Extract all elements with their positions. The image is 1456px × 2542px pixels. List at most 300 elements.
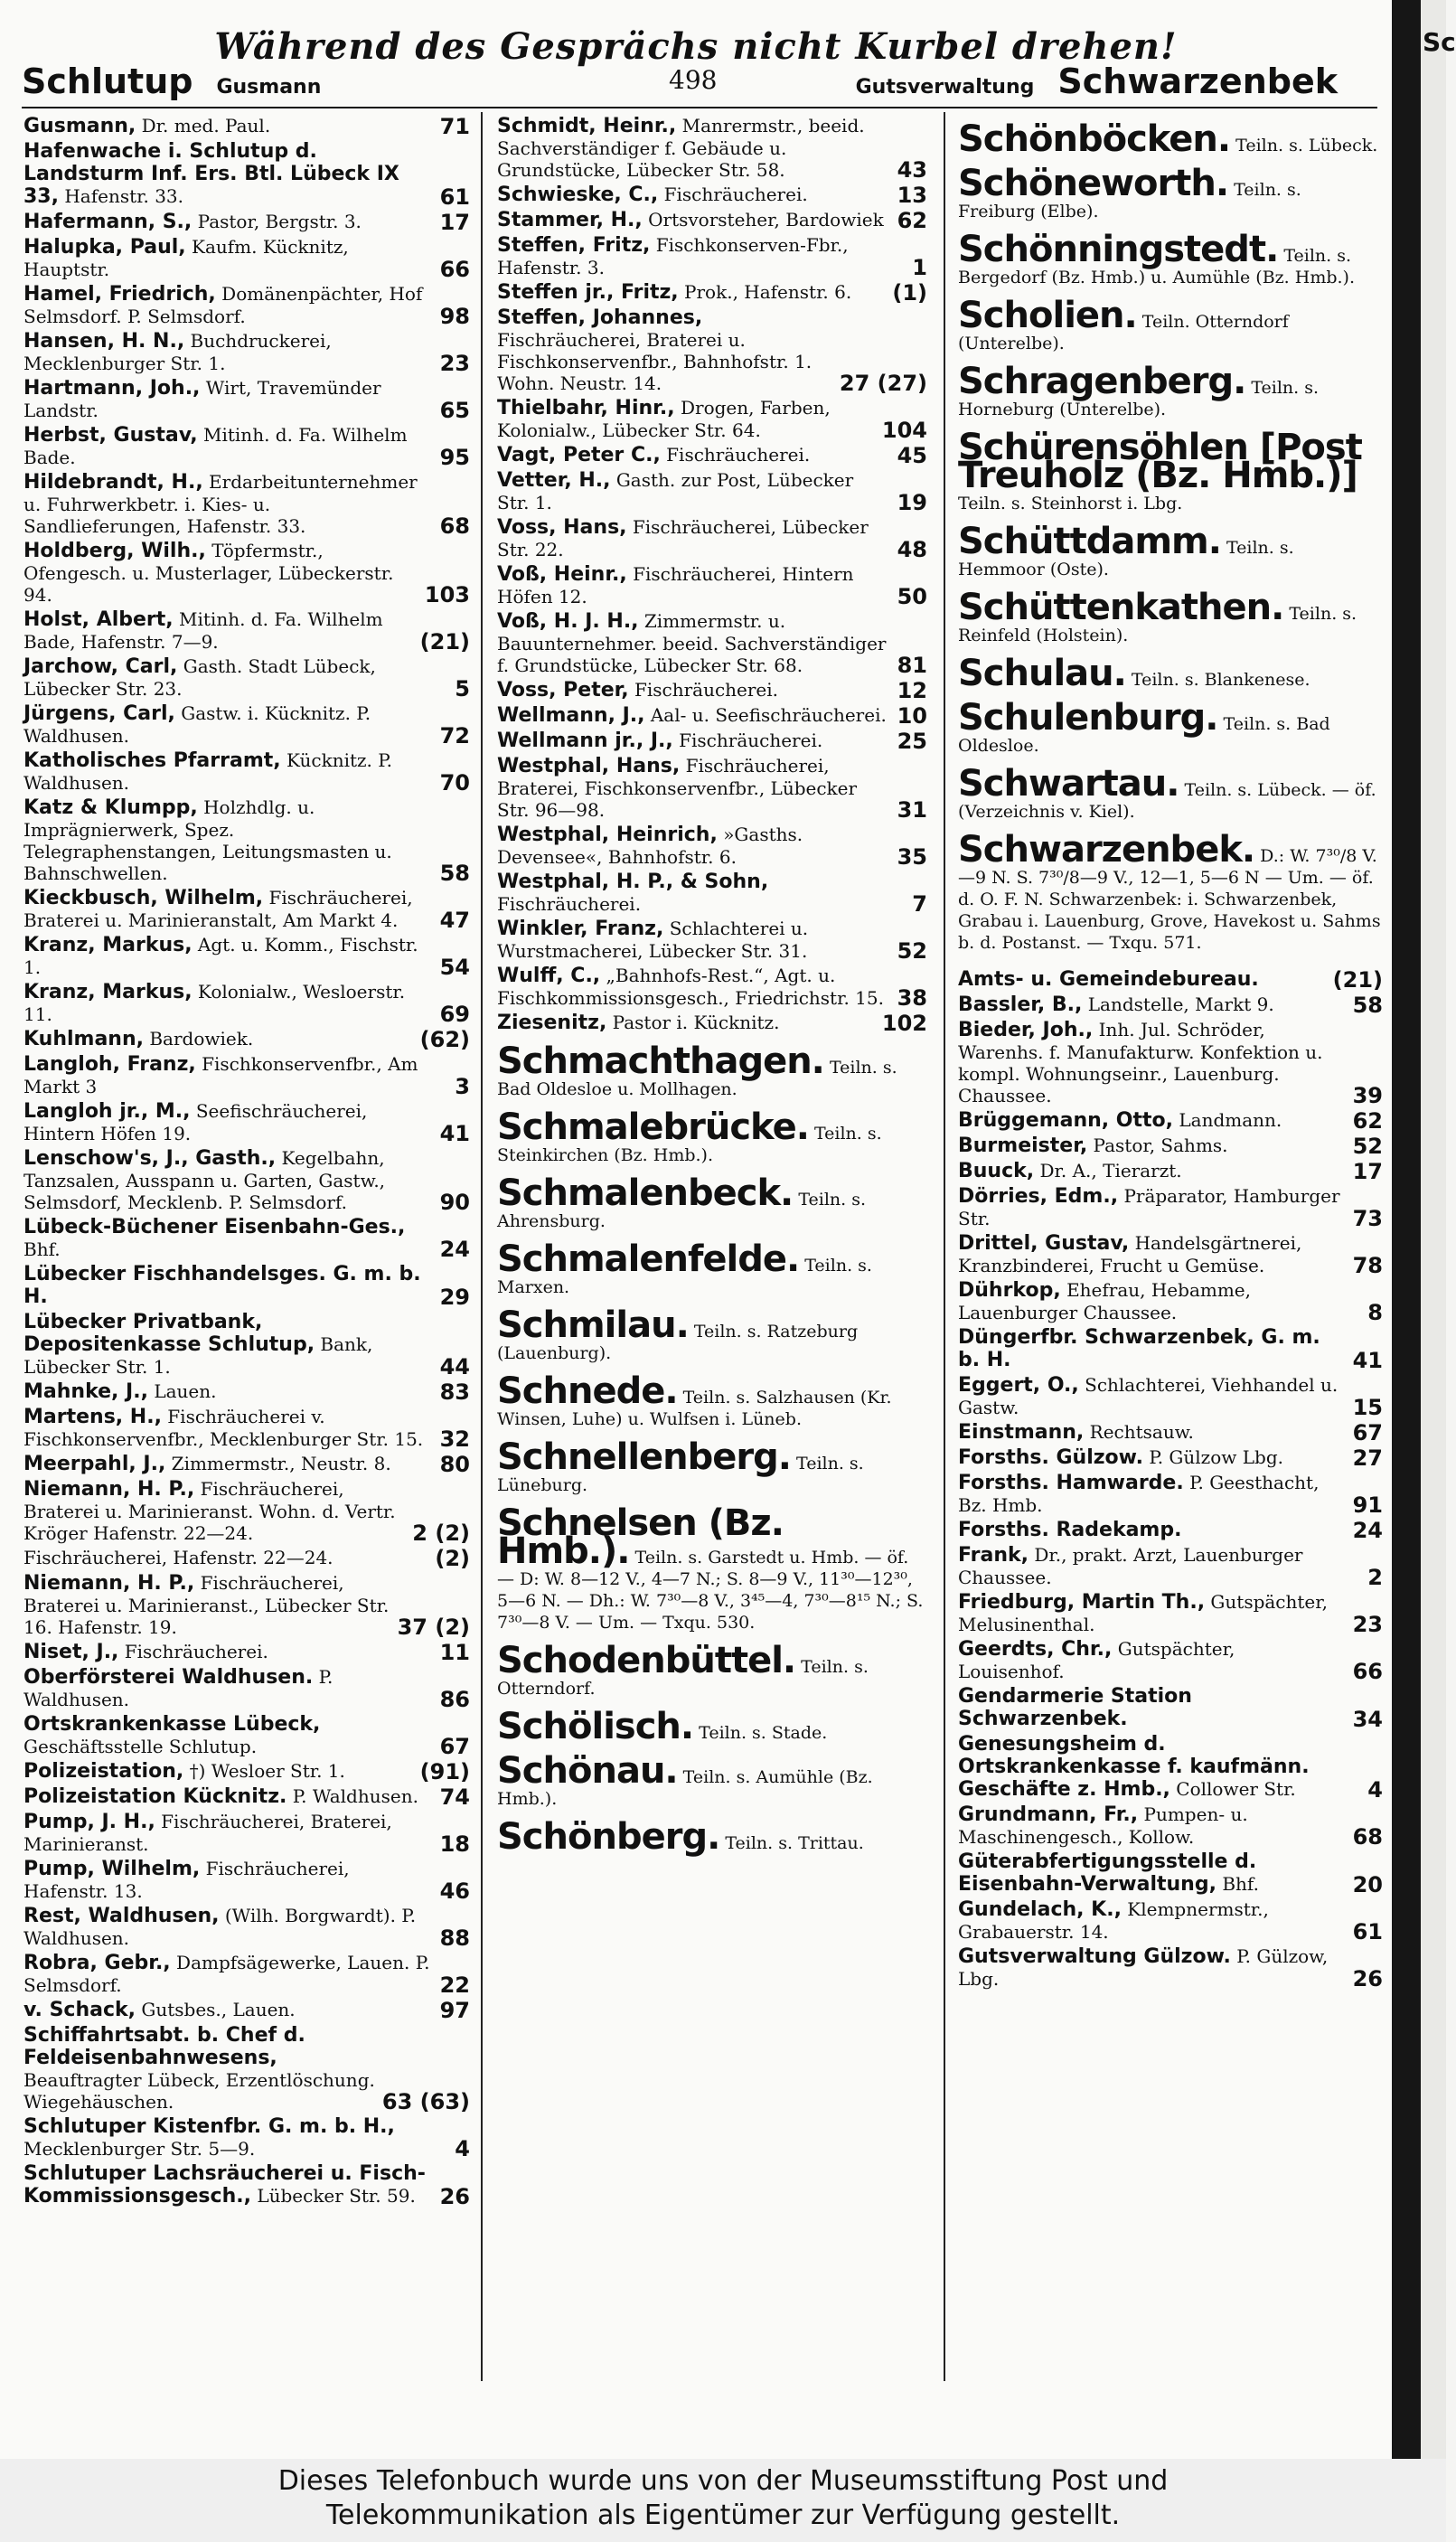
directory-entry [23, 211, 470, 233]
header-right-title: Schwarzenbek [1057, 61, 1338, 101]
entry-text [958, 1803, 1346, 1848]
entry-text [497, 444, 890, 466]
directory-entry [497, 871, 927, 915]
entry-number: 20 [1352, 1872, 1383, 1897]
header-rule [22, 107, 1377, 108]
entry-number: 80 [439, 1452, 470, 1477]
place-entry [497, 1172, 927, 1232]
entry-number: 24 [439, 1237, 470, 1262]
entry-text [958, 1591, 1346, 1635]
entry-number: 2 (2) [412, 1520, 470, 1546]
directory-entry [23, 1905, 470, 1949]
directory-entry [23, 1858, 470, 1902]
entry-detail: Präparator, Hamburger Str. [958, 1185, 1340, 1229]
place-name: Schmalenfelde. [497, 1238, 800, 1280]
header-right [856, 61, 1338, 101]
place-name: Scholien. [958, 295, 1137, 336]
entry-detail: Schlachterei, Viehhandel u. Gastw. [958, 1374, 1339, 1418]
entry-detail: Zimmermstr., Neustr. 8. [171, 1453, 391, 1474]
directory-entry [23, 1641, 470, 1663]
entry-name: Voß, H. J. H., [497, 610, 639, 633]
entry-text [497, 610, 890, 676]
entry-text [497, 755, 890, 821]
directory-entry [23, 655, 470, 700]
entry-text [497, 234, 905, 278]
entry-number: 98 [439, 304, 470, 329]
entry-name: Dörries, Edm., [958, 1185, 1119, 1208]
entry-number: 68 [439, 513, 470, 539]
entry-text [497, 209, 890, 231]
entry-number: 104 [881, 418, 927, 443]
entry-detail: Mecklenburger Str. 5—9. [23, 2138, 256, 2160]
entry-number: 32 [439, 1426, 470, 1452]
directory-entry [497, 610, 927, 676]
entry-text [23, 1641, 433, 1663]
entry-name: Polizeistation, [23, 1760, 184, 1783]
entry-name: Rest, Waldhusen, [23, 1905, 220, 1927]
directory-entry [497, 918, 927, 962]
entry-detail: Fischräucherei. [634, 679, 779, 701]
entry-detail: Lauen. [154, 1380, 217, 1402]
place-entry [958, 118, 1383, 160]
entry-number: (21) [1332, 967, 1383, 993]
entry-number: 81 [897, 653, 927, 678]
entry-text [958, 1421, 1346, 1444]
directory-entry [958, 1850, 1383, 1896]
entry-detail: Bank, Lübecker Str. 1. [23, 1333, 373, 1378]
entry-detail: P. Waldhusen. [23, 1666, 333, 1710]
entry-text [497, 563, 890, 607]
place-name: Schönau. [497, 1750, 678, 1792]
entry-text [23, 608, 413, 653]
directory-entry [497, 234, 927, 278]
entry-text [23, 1147, 433, 1213]
entry-name: Meerpahl, J., [23, 1453, 166, 1475]
header-left [22, 61, 321, 101]
entry-number: 26 [1352, 1966, 1383, 1991]
entry-number: 35 [897, 844, 927, 870]
entry-number: 50 [897, 584, 927, 609]
place-name: Schönberg. [497, 1816, 720, 1858]
entry-detail: Fischräucherei. [679, 730, 823, 751]
entry-name: Hansen, H. N., [23, 330, 185, 353]
entry-number: 103 [424, 582, 470, 607]
place-entry [958, 163, 1383, 222]
entry-detail: P. Waldhusen. [292, 1785, 418, 1807]
place-entry [497, 1436, 927, 1496]
entry-detail: Pastor i. Kücknitz. [612, 1012, 780, 1033]
place-detail: Teiln. s. Salzhausen (Kr. Winsen, Luhe) u. Wulfsen i. Lüneb. [497, 1388, 892, 1429]
entry-number: 39 [1352, 1083, 1383, 1108]
place-detail: Teiln. s. Otterndorf. [497, 1657, 869, 1699]
entry-name: Holdberg, Wilh., [23, 540, 206, 562]
directory-entry [497, 281, 927, 304]
entry-name: Vagt, Peter C., [497, 444, 661, 466]
place-entry [958, 829, 1383, 954]
entry-number: 61 [1352, 1919, 1383, 1944]
entry-detail: Fischräucherei, Hafenstr. 22—24. [23, 1547, 333, 1568]
directory-entry [497, 115, 927, 181]
directory-entry [23, 702, 470, 747]
entry-text [23, 1666, 433, 1710]
directory-entry [958, 1421, 1383, 1444]
directory-entry [23, 981, 470, 1025]
entry-name: Bieder, Joh., [958, 1019, 1094, 1041]
entry-name: Güterabfertigungsstelle d. Eisenbahn-Verwaltung, [958, 1850, 1257, 1896]
entry-name: Voß, Heinr., [497, 563, 627, 586]
entry-text [958, 1232, 1346, 1276]
directory-entry [958, 1279, 1383, 1323]
entry-name: Einstmann, [958, 1421, 1085, 1444]
entry-detail: Landmann. [1179, 1109, 1282, 1131]
entry-detail: Klempnermstr., Grabauerstr. 14. [958, 1898, 1269, 1943]
entry-name: Grundmann, Fr., [958, 1803, 1139, 1826]
entry-name: Eggert, O., [958, 1374, 1079, 1397]
entry-number: 25 [897, 729, 927, 754]
entry-detail: (Wilh. Borgwardt). P. Waldhusen. [23, 1905, 417, 1949]
header-slogan: Während des Gesprächs nicht Kurbel drehen! [214, 25, 1178, 68]
entry-name: Westphal, H. P., & Sohn, [497, 871, 769, 893]
directory-entry [958, 1519, 1383, 1541]
directory-entry [497, 444, 927, 466]
directory-entry [958, 1803, 1383, 1848]
place-detail: Teiln. s. Bergedorf (Bz. Hmb.) u. Aumühle (Bz. Hmb.). [958, 246, 1355, 287]
entry-text [23, 540, 418, 606]
entry-number: 17 [439, 210, 470, 235]
entry-name: Hartmann, Joh., [23, 377, 201, 400]
entry-detail: Holzhdlg. u. Imprägnierwerk, Spez. Telegraphenstangen, Leitungsmasten u. Bahnschwellen. [23, 796, 392, 884]
entry-detail: Drogen, Farben, Kolonialw., Lübecker Str. 64. [497, 397, 831, 441]
entry-name: Pump, J. H., [23, 1811, 155, 1833]
place-entry [497, 1238, 927, 1298]
place-name: Schüttenkathen. [958, 587, 1284, 628]
directory-entry [23, 1216, 470, 1260]
entry-detail: Fischräucherei. [497, 893, 642, 915]
entry-number: 62 [897, 208, 927, 233]
entry-detail: Fischräucherei, Braterei u. Marinieranst. Wohn. d. Vertr. Kröger Hafenstr. 22—24. [23, 1478, 396, 1544]
directory-entry [958, 1160, 1383, 1182]
entry-number: 27 [1352, 1445, 1383, 1471]
entry-name: Lübecker Fischhandelsges. G. m. b. H. [23, 1263, 421, 1308]
entry-detail: Hafenstr. 33. [64, 185, 184, 207]
entry-detail: Ortsvorsteher, Bardowiek [648, 209, 884, 231]
entry-text [958, 1898, 1346, 1943]
directory-entry [958, 1446, 1383, 1469]
place-detail: Teiln. s. Stade. [699, 1723, 828, 1743]
entry-detail: Dr. med. Paul. [141, 115, 271, 137]
entry-number: 67 [1352, 1420, 1383, 1445]
entry-name: Jarchow, Carl, [23, 655, 178, 678]
directory-entry [497, 965, 927, 1009]
place-detail: Teiln. s. Ahrensburg. [497, 1190, 867, 1231]
directory-entry [23, 1453, 470, 1475]
place-entry [958, 697, 1383, 757]
directory-entry [23, 424, 470, 468]
entry-text [497, 516, 890, 560]
place-entry [958, 653, 1383, 694]
entry-name: Niemann, H. P., [23, 1478, 195, 1501]
entry-number: 66 [1352, 1659, 1383, 1684]
entry-name: Holst, Albert, [23, 608, 174, 631]
entry-detail: Gastw. i. Kücknitz. P. Waldhusen. [23, 702, 371, 747]
directory-entry [23, 1100, 470, 1144]
entry-text [497, 281, 885, 304]
place-name: Schulenburg. [958, 697, 1218, 739]
place-detail: Teiln. s. Freiburg (Elbe). [958, 180, 1301, 221]
entry-name: Schmidt, Heinr., [497, 115, 677, 137]
directory-entry [958, 1326, 1383, 1371]
place-entry [958, 361, 1383, 420]
place-name: Schöneworth. [958, 163, 1229, 204]
entry-detail: Schlachterei u. Wurstmacherei, Lübecker Str. 31. [497, 918, 809, 962]
place-detail: Teiln. s. Marxen. [497, 1256, 872, 1297]
entry-text [23, 1811, 433, 1855]
directory-entry [958, 1733, 1383, 1801]
entry-text [23, 1547, 427, 1569]
entry-detail: Wirt, Travemünder Landstr. [23, 377, 381, 421]
place-entry [958, 229, 1383, 288]
entry-number: 13 [897, 183, 927, 208]
entry-name: Gusmann, [23, 115, 136, 137]
footer-line-2: Telekommunikation als Eigentümer zur Verfügung gestellt. [325, 2500, 1121, 2531]
entry-detail: Gasth. zur Post, Lübecker Str. 1. [497, 469, 854, 513]
entry-name: Wulff, C., [497, 965, 601, 987]
directory-entry [23, 1713, 470, 1757]
entry-number: 70 [439, 770, 470, 796]
entry-number: 3 [455, 1074, 470, 1099]
entry-text [23, 796, 433, 884]
entry-text [497, 306, 832, 394]
entry-detail: Zimmermstr. u. Bauunternehmer. beeid. Sachverständiger f. Grundstücke, Lübecker Str. 68. [497, 610, 887, 676]
directory-entry [497, 184, 927, 206]
column-1 [23, 112, 470, 2387]
entry-name: Buuck, [958, 1160, 1035, 1182]
directory-entry [23, 283, 470, 327]
entry-detail: Geschäftsstelle Schlutup. [23, 1736, 258, 1757]
entry-name: Kieckbusch, Wilhelm, [23, 887, 264, 909]
entry-number: 41 [439, 1121, 470, 1146]
place-entry [497, 1502, 927, 1633]
entry-number: 63 (63) [381, 2089, 470, 2114]
directory-entry [958, 1898, 1383, 1943]
entry-detail: Kolonialw., Wesloerstr. 11. [23, 981, 406, 1025]
entry-text [23, 1905, 433, 1949]
directory-entry [23, 934, 470, 978]
entry-number: 95 [439, 445, 470, 470]
entry-name: Burmeister, [958, 1134, 1088, 1157]
directory-entry [23, 1785, 470, 1808]
entry-number: 74 [439, 1784, 470, 1810]
directory-entry [23, 1406, 470, 1450]
entry-name: Voss, Peter, [497, 679, 629, 701]
entry-number: (21) [419, 629, 470, 654]
entry-number: 7 [912, 891, 927, 917]
place-name: Schnelsen (Bz. Hmb.). [497, 1502, 784, 1572]
entry-detail: Fischräucherei, Braterei, Fischkonservenfbr., Lübecker Str. 96—98. [497, 755, 858, 821]
entry-number: 23 [1352, 1612, 1383, 1637]
entry-detail: Seefischräucherei, Hintern Höfen 19. [23, 1100, 368, 1144]
entry-number: 71 [439, 114, 470, 139]
entry-text [958, 1544, 1360, 1588]
entry-text [958, 1446, 1346, 1469]
place-entry [958, 763, 1383, 823]
adjacent-page-text: Sc [1423, 27, 1456, 57]
directory-entry [958, 1685, 1383, 1730]
directory-entry [497, 679, 927, 701]
directory-entry [23, 608, 470, 653]
directory-entry [23, 1380, 470, 1403]
place-name: Schodenbüttel. [497, 1640, 796, 1681]
entry-text [497, 1012, 875, 1034]
place-name: Schnellenberg. [497, 1436, 791, 1478]
entry-name: Kuhlmann, [23, 1028, 144, 1050]
directory-entry [958, 1019, 1383, 1106]
entry-text [23, 211, 433, 233]
entry-name: Martens, H., [23, 1406, 162, 1428]
place-name: Schwarzenbek. [958, 829, 1255, 871]
directory-entry [958, 1472, 1383, 1516]
directory-entry [497, 1012, 927, 1034]
place-entry [497, 1040, 927, 1100]
directory-entry [958, 1232, 1383, 1276]
entry-number: 12 [897, 678, 927, 703]
directory-entry [958, 1185, 1383, 1229]
entry-detail: Kegelbahn, Tanzsalen, Ausspann u. Garten, Gastw., Selmsdorf, Mecklenb. P. Selmsdorf. [23, 1147, 386, 1213]
entry-name: Kranz, Markus, [23, 981, 193, 1003]
entry-detail: P. Gülzow Lbg. [1149, 1446, 1283, 1468]
place-name: Schwartau. [958, 763, 1179, 805]
entry-detail: Collower Str. [1176, 1778, 1296, 1800]
directory-entry [23, 2162, 470, 2208]
directory-entry [958, 968, 1383, 991]
entry-text [23, 330, 433, 374]
header-right-sub: Gutsverwaltung [855, 76, 1035, 99]
entry-detail: „Bahnhofs-Rest.“, Agt. u. Fischkommissionsgesch., Friedrichstr. 15. [497, 965, 884, 1009]
directory-entry [23, 540, 470, 606]
entry-text [497, 184, 890, 206]
directory-entry [23, 1572, 470, 1638]
entry-text [958, 1185, 1346, 1229]
entry-name: Gendarmerie Station Schwarzenbek. [958, 1685, 1192, 1730]
entry-name: Pump, Wilhelm, [23, 1858, 201, 1880]
entry-detail: Bhf. [1222, 1873, 1259, 1895]
entry-number: (1) [892, 280, 927, 306]
entry-detail: Bardowiek. [149, 1028, 254, 1050]
entry-name: Gutsverwaltung Gülzow. [958, 1945, 1231, 1968]
entry-detail: Kaufm. Kücknitz, Hauptstr. [23, 236, 349, 280]
place-entry [497, 1370, 927, 1430]
directory-entry [23, 1952, 470, 1996]
entry-text [958, 1279, 1360, 1323]
directory-entry [497, 704, 927, 727]
entry-text [23, 749, 433, 794]
entry-number: 2 [1367, 1565, 1383, 1590]
place-name: Schnede. [497, 1370, 678, 1412]
entry-number: (2) [435, 1546, 470, 1571]
entry-name: Herbst, Gustav, [23, 424, 198, 447]
entry-name: Wellmann jr., J., [497, 730, 673, 752]
entry-text [958, 1850, 1346, 1896]
entry-number: 88 [439, 1925, 470, 1951]
column-divider [481, 112, 483, 2381]
entry-name: Kranz, Markus, [23, 934, 193, 956]
entry-text [23, 140, 433, 208]
directory-entry [23, 377, 470, 421]
entry-number: 58 [1352, 993, 1383, 1018]
place-name: Schölisch. [497, 1706, 694, 1747]
entry-number: 31 [897, 797, 927, 823]
entry-text [23, 1216, 433, 1260]
entry-detail: Gasth. Stadt Lübeck, Lübecker Str. 23. [23, 655, 376, 700]
footer-line-1: Dieses Telefonbuch wurde uns von der Museumsstiftung Post und [277, 2465, 1169, 2497]
entry-detail: Erdarbeitunternehmer u. Fuhrwerkbetr. i. Kies- u. Sandlieferungen, Hafenstr. 33. [23, 471, 418, 537]
entry-detail: Gutspächter, Louisenhof. [958, 1638, 1235, 1682]
entry-text [23, 1858, 433, 1902]
entry-text [23, 981, 433, 1025]
entry-number: 11 [439, 1640, 470, 1665]
entry-number: 26 [439, 2184, 470, 2209]
entry-number: 67 [439, 1734, 470, 1759]
entry-detail: Fischräucherei, Lübecker Str. 22. [497, 516, 869, 560]
entry-detail: P. Geesthacht, Bz. Hmb. [958, 1472, 1320, 1516]
entry-number: (62) [419, 1027, 470, 1052]
place-entry [497, 1106, 927, 1166]
entry-detail: P. Gülzow, Lbg. [958, 1945, 1329, 1990]
entry-number: 72 [439, 723, 470, 748]
entry-text [23, 1263, 433, 1308]
entry-detail: Dampfsägewerke, Lauen. P. Selmsdorf. [23, 1952, 430, 1996]
entry-detail: Mitinh. d. Fa. Wilhelm Bade. [23, 424, 408, 468]
entry-number: 54 [439, 955, 470, 980]
entry-number: 97 [439, 1998, 470, 2023]
entry-detail: Pastor, Bergstr. 3. [197, 211, 362, 232]
entry-detail: Gutspächter, Melusinenthal. [958, 1591, 1328, 1635]
entry-name: Ortskrankenkasse Lübeck, [23, 1713, 321, 1736]
entry-text [23, 655, 447, 700]
entry-detail: Fischkonserven-Fbr., Hafenstr. 3. [497, 234, 849, 278]
entry-name: Friedburg, Martin Th., [958, 1591, 1206, 1614]
entry-name: Westphal, Hans, [497, 755, 681, 777]
entry-detail: Fischräucherei, Braterei u. Fischkonservenfbr., Bahnhofstr. 1. Wohn. Neustr. 14. [497, 329, 813, 394]
entry-name: Thielbahr, Hinr., [497, 397, 675, 419]
entry-name: Jürgens, Carl, [23, 702, 175, 725]
directory-entry [23, 1811, 470, 1855]
entry-number: 4 [1367, 1777, 1383, 1803]
entry-number: 68 [1352, 1824, 1383, 1850]
entry-detail: Domänenpächter, Hof Selmsdorf. P. Selmsdorf. [23, 283, 423, 327]
entry-name: Robra, Gebr., [23, 1952, 171, 1974]
directory-entry [23, 236, 470, 280]
entry-number: 46 [439, 1878, 470, 1904]
entry-text [23, 236, 433, 280]
entry-number: 61 [439, 184, 470, 210]
entry-text [958, 1945, 1346, 1990]
place-name: Schmalenbeck. [497, 1172, 794, 1214]
entry-number: 24 [1352, 1518, 1383, 1543]
entry-name: Forsths. Radekamp. [958, 1519, 1182, 1541]
place-name: Schmachthagen. [497, 1040, 824, 1082]
entry-text [23, 115, 433, 137]
entry-text [23, 1406, 433, 1450]
directory-entry [23, 140, 470, 208]
entry-detail: Fischräucherei. [666, 444, 811, 466]
entry-name: Niset, J., [23, 1641, 119, 1663]
entry-name: Hafermann, S., [23, 211, 193, 233]
entry-detail: Bhf. [23, 1238, 61, 1260]
entry-detail: Fischräucherei. [663, 184, 808, 205]
entry-name: Wellmann, J., [497, 704, 645, 727]
entry-number: 47 [439, 908, 470, 933]
